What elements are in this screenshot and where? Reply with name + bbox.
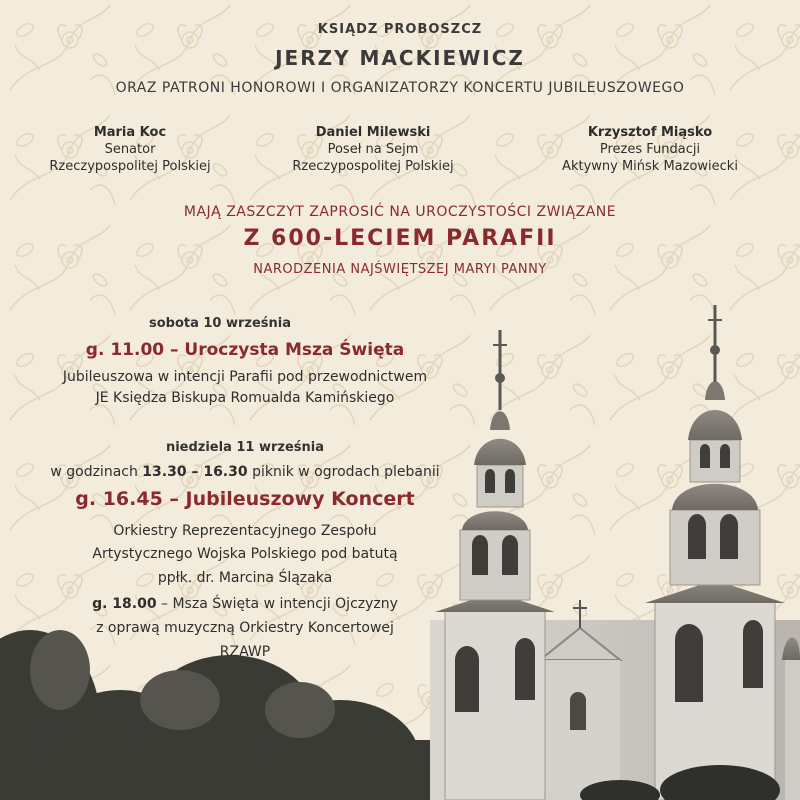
patron-role: Senator [104, 142, 156, 157]
day1-desc-line1: Jubileuszowa w intencji Parafii pod przewodnictwem [62, 369, 428, 385]
mass-desc-line1: z oprawą muzyczną Orkiestry Koncertowej [96, 620, 394, 636]
header-subtitle: ORAZ PATRONI HONOROWI I ORGANIZATORZY KONCERTU JUBILEUSZOWEGO [115, 80, 685, 96]
patron-2 [243, 124, 503, 175]
patron-3 [520, 124, 780, 175]
patron-org: Rzeczypospolitej Polskiej [49, 159, 211, 174]
priest-name: JERZY MACKIEWICZ [275, 46, 525, 70]
parish-name: NARODZENIA NAJŚWIĘTSZEJ MARYI PANNY [253, 262, 547, 277]
patron-name: Daniel Milewski [315, 125, 431, 140]
patron-org: Aktywny Mińsk Mazowiecki [562, 159, 738, 174]
day1-desc-line2: JE Księdza Biskupa Romualda Kamińskiego [95, 390, 395, 406]
day1-date: sobota 10 września [148, 316, 292, 331]
concert-desc-line2: Artystycznego Wojska Polskiego pod batutą [92, 546, 398, 562]
picnic-prefix: w godzinach [50, 464, 143, 480]
patron-org: Rzeczypospolitej Polskiej [292, 159, 454, 174]
day2-concert: g. 16.45 – Jubileuszowy Koncert [75, 488, 415, 510]
concert-desc-line3: ppłk. dr. Marcina Ślązaka [157, 570, 333, 586]
patron-1 [0, 124, 260, 175]
day2-mass [0, 595, 490, 614]
patron-name: Maria Koc [93, 125, 167, 140]
day1-event: g. 11.00 – Uroczysta Msza Święta [85, 340, 405, 360]
mass-text: – Msza Święta w intencji Ojczyzny [156, 596, 398, 612]
day2-date: niedziela 11 września [165, 440, 325, 455]
patron-role: Prezes Fundacji [599, 142, 701, 157]
picnic-time: 13.30 – 16.30 [142, 464, 248, 480]
mass-time: g. 18.00 [92, 596, 157, 612]
patron-role: Poseł na Sejm [327, 142, 419, 157]
picnic-text: piknik w ogrodach plebanii [247, 464, 440, 480]
mass-desc-line2: RZAWP [219, 644, 271, 660]
header-title: KSIĄDZ PROBOSZCZ [317, 22, 483, 37]
concert-desc-line1: Orkiestry Reprezentacyjnego Zespołu [113, 523, 377, 539]
patron-name: Krzysztof Miąsko [587, 125, 713, 140]
invitation-line: MAJĄ ZASZCZYT ZAPROSIĆ NA UROCZYSTOŚCI ZWIĄZANE [183, 204, 617, 220]
day2-picnic [0, 463, 490, 482]
anniversary-title: Z 600-LECIEM PARAFII [243, 226, 557, 251]
